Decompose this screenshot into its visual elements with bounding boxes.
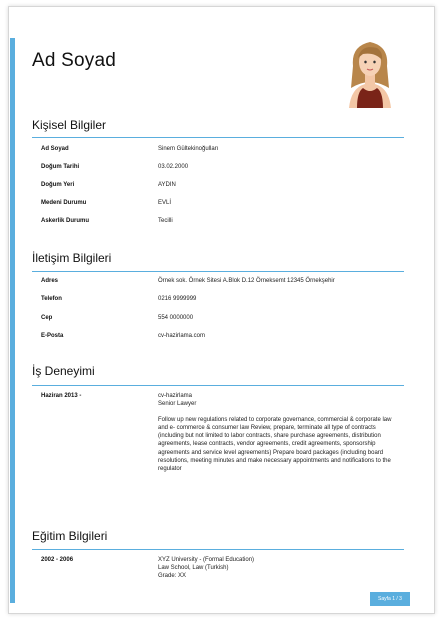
section-divider xyxy=(32,137,404,138)
info-value: cv-hazirlama.com xyxy=(158,333,206,339)
education-date: 2002 - 2006 xyxy=(41,557,74,563)
experience-date: Haziran 2013 - xyxy=(41,393,82,399)
page-number-badge: Sayfa 1 / 3 xyxy=(370,592,410,606)
experience-company: cv-hazirlama xyxy=(158,393,193,399)
experience-details xyxy=(158,392,393,473)
info-label: Medeni Durumu xyxy=(41,200,87,206)
info-value: 03.02.2000 xyxy=(158,164,189,170)
info-label: Ad Soyad xyxy=(41,146,69,152)
section-divider xyxy=(32,385,404,386)
info-label: Adres xyxy=(41,278,59,284)
info-row xyxy=(32,333,404,345)
avatar-illustration xyxy=(339,36,401,108)
info-value: EVLİ xyxy=(158,200,172,206)
info-row xyxy=(32,182,404,194)
section-title-education: Eğitim Bilgileri xyxy=(32,529,108,543)
info-row xyxy=(32,296,404,308)
education-grade: Grade: XX xyxy=(158,573,187,580)
info-label: Telefon xyxy=(41,296,62,302)
experience-description: Follow up new regulations related to corporate governance, commercial & corporate law and e- commerce & consumer law Review, prepare, terminate all type of contracts (including but not limited to labor contracts, share purchase agreements, distribution agreements, lease contracts, vendor agreements, credit agreements, sponsorship agreements and service level agreements) Prepare board packages (including board resolutions, meeting minutes and make necessary appointments and notifications to the regulator xyxy=(158,417,392,472)
info-label: Askerlik Durumu xyxy=(41,218,90,224)
education-department: Law School, Law (Turkish) xyxy=(158,565,229,572)
info-label: Doğum Tarihi xyxy=(41,164,80,170)
info-value: 0216 9999999 xyxy=(158,296,197,302)
education-school: XYZ University - (Formal Education) xyxy=(158,557,255,563)
education-details xyxy=(158,556,393,580)
info-label: E-Posta xyxy=(41,333,64,339)
info-row xyxy=(32,164,404,176)
section-divider xyxy=(32,271,404,272)
section-title-personal: Kişisel Bilgiler xyxy=(32,118,107,132)
info-value: AYDIN xyxy=(158,182,176,188)
section-title-experience: İş Deneyimi xyxy=(32,364,95,378)
info-value: Sinem Gültekinoğulları xyxy=(158,146,219,152)
info-value: 554 0000000 xyxy=(158,315,194,321)
info-row xyxy=(32,146,404,158)
section-title-contact: İletişim Bilgileri xyxy=(32,251,112,265)
info-row xyxy=(32,278,404,290)
info-label: Doğum Yeri xyxy=(41,182,75,188)
info-label: Cep xyxy=(41,315,53,321)
info-value: Örnek sok. Örnek Sitesi A.Blok D.12 Örneksemt 12345 Örnekşehir xyxy=(158,278,335,284)
info-value: Tecilli xyxy=(158,218,173,224)
experience-position: Senior Lawyer xyxy=(158,401,197,408)
info-row xyxy=(32,200,404,212)
accent-bar xyxy=(10,38,15,603)
section-divider xyxy=(32,549,404,550)
info-row xyxy=(32,315,404,327)
person-name: Ad Soyad xyxy=(32,50,116,71)
info-row xyxy=(32,218,404,230)
